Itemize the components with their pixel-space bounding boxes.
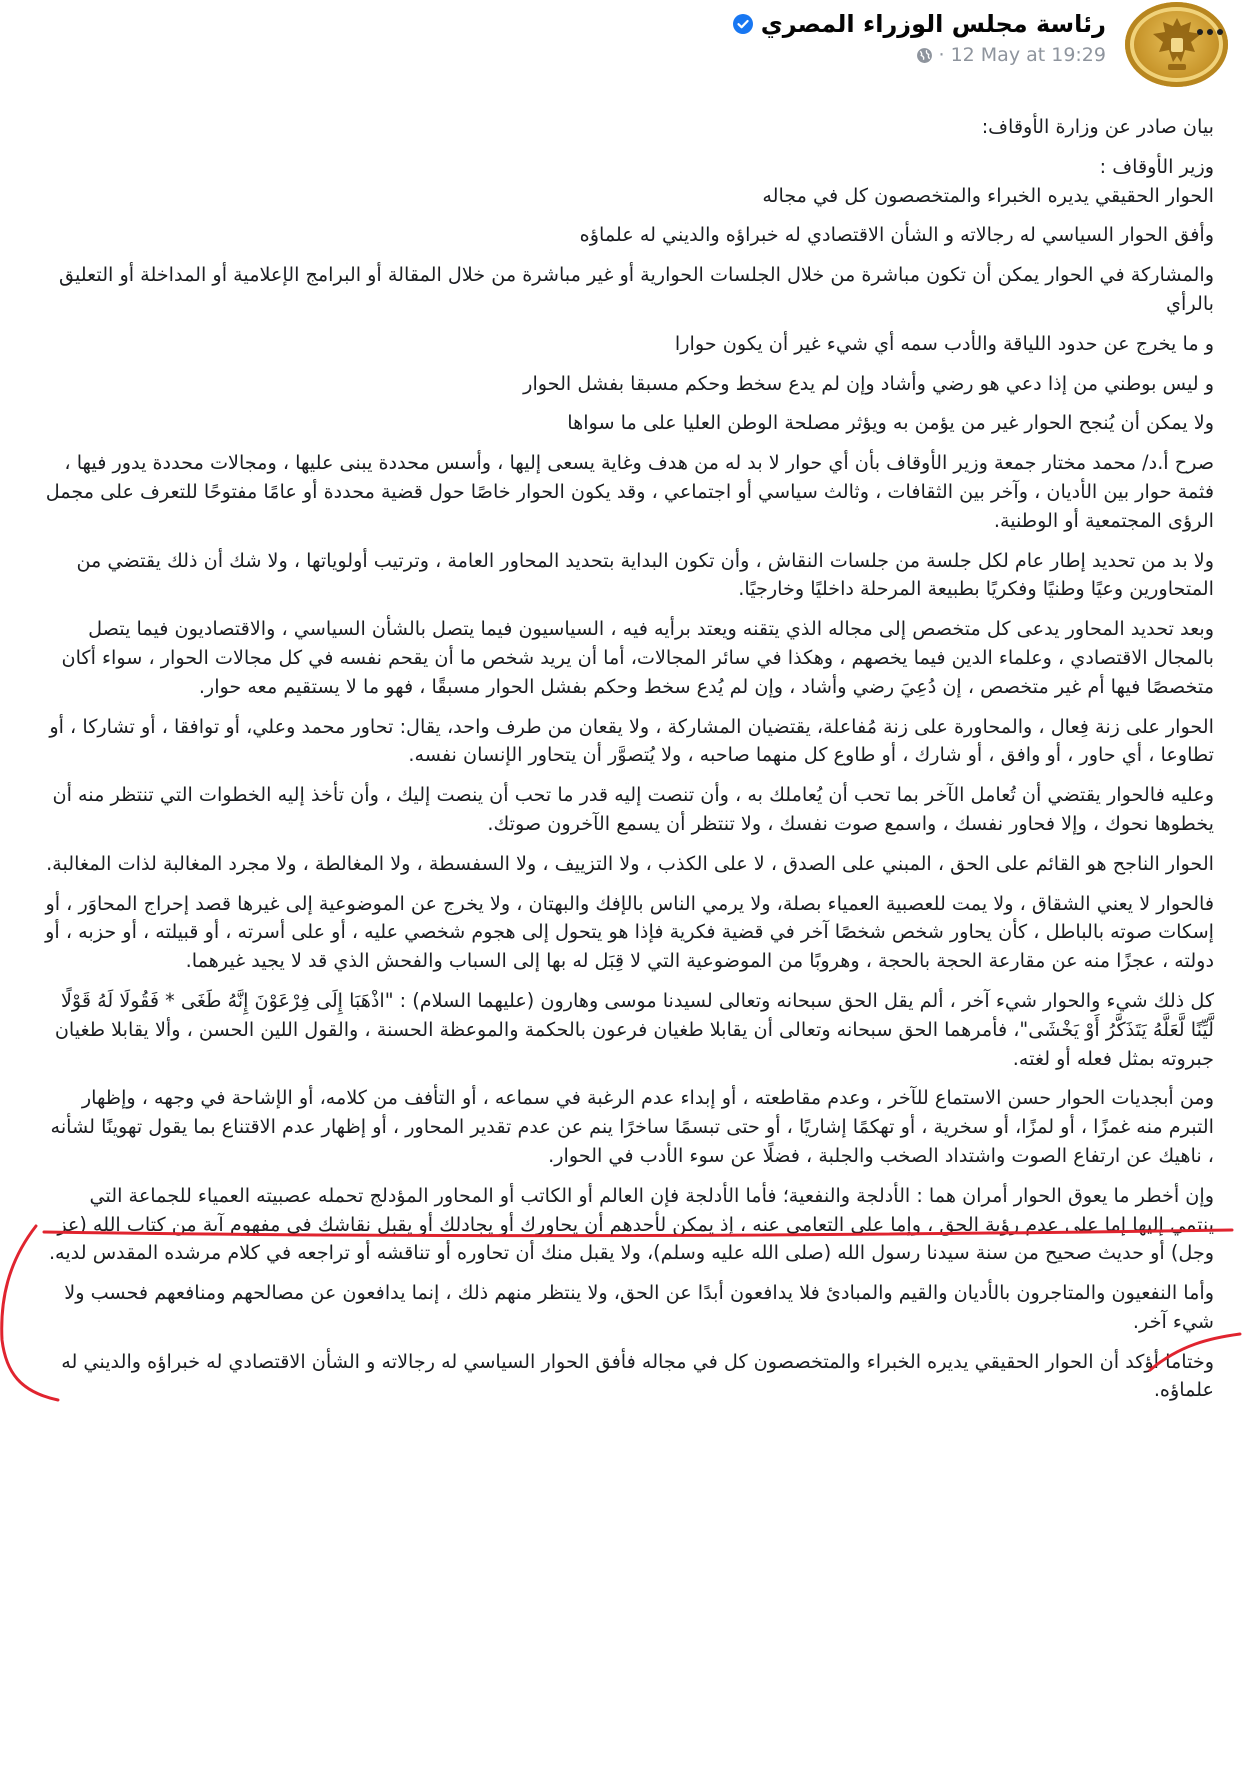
globe-icon [916,47,933,64]
post-paragraph: ولا بد من تحديد إطار عام لكل جلسة من جلسات النقاش ، وأن تكون البداية بتحديد المحاور العامة ، وترتيب أولوياتها ، ولا شك أن ذلك يقتضي من المتحاورين وعيًا وطنيًا وفكريًا بطبيعة المرحلة داخليًا وخارجيًا. [76,548,1214,601]
more-dot-icon [1217,29,1223,35]
post-paragraph: وأما النفعيون والمتاجرون بالأديان والقيم والمبادئ فلا يدافعون أبدًا عن الحق، ولا ينتظر منهم ذلك ، إنما يدافعون عن مصالحهم ومنافعهم فحسب ولا شيء آخر. [64,1281,1214,1333]
page-name[interactable]: رئاسة مجلس الوزراء المصري [760,10,1106,38]
post-meta [916,44,1106,66]
post-paragraph: الحوار الناجح هو القائم على الحق ، المبني على الصدق ، لا على الكذب ، ولا التزييف ، ولا السفسطة ، ولا المغالطة ، ولا مجرد المغالبة لذات المغالبة. [46,851,1214,875]
post-paragraph-highlighted: كل ذلك شيء والحوار شيء آخر ، ألم يقل الحق سبحانه وتعالى لسيدنا موسى وهارون (عليهما السلام) : "اذْهَبَا إِلَى فِرْعَوْنَ إِنَّهُ طَغَى * فَقُولَا لَهُ قَوْلًا لَّيِّنًا لَّعَلَّهُ يَتَذَكَّرُ أَوْ يَخْشَى"، فأمرهما الحق سبحانه وتعالى أن يقابلا طغيان فرعون بالحكمة والموعظة الحسنة ، والقول اللين الحسن ، وألا يقابلا طغيان جبروته بمثل فعله أو لغته. [54,988,1214,1070]
post-paragraph: وإن أخطر ما يعوق الحوار أمران هما : الأدلجة والنفعية؛ فأما الأدلجة فإن العالم أو الكاتب أو المحاور المؤدلج تحمله عصبيته العمياء للجماعة التي ينتمي إليها إما على عدم رؤية الحق ، وإما على التعامي عنه ، إذ يمكن لأحدهم أن يحاورك أو يجادلك أو يقبل نقاشك في مفهوم آية من كتاب الله (عز وجل) أو حديث صحيح من سنة سيدنا رسول الله (صلى الله عليه وسلم)، ولا يقبل منك أن تحاوره أو تناقشه أو تراجعه في كلام مرشده المقدس لديه. [48,1183,1214,1265]
meta-separator: · [938,44,945,66]
post-paragraph: والمشاركة في الحوار يمكن أن تكون مباشرة من خلال الجلسات الحوارية أو غير مباشرة من خلال المقالة أو البرامج الإعلامية أو المداخلة أو التعليق بالرأي [59,263,1214,315]
more-dot-icon [1197,29,1203,35]
more-options-button[interactable] [1190,12,1230,52]
post-paragraph: وختاما أؤكد أن الحوار الحقيقي يديره الخبراء والمتخصصون كل في مجاله فأفق الحوار السياسي له رجالاته و الشأن الاقتصادي له خبراؤه والديني له علماؤه. [61,1349,1214,1402]
post-paragraph: فالحوار لا يعني الشقاق ، ولا يمت للعصبية العمياء بصلة، ولا يرمي الناس بالإفك والبهتان ، ولا يخرج عن الموضوعية إلى غيرها قصد إحراج المحاوَر ، أو إسكات صوته بالباطل ، كأن يحاور شخص شخصًا آخر في قضية فكرية فإذا هو يتحول إلى هجوم شخصي عليه ، أو على أسرته ، أو قبيلته ، أو حزبه ، أو دولته ، عجزًا منه عن مقارعة الحجة بالحجة ، وهروبًا من الموضوعية التي لا قِبَل له بها إلى السباب والفحش الذي قد لا يجيد غيرهما. [45,891,1214,973]
timestamp[interactable]: 12 May at 19:29 [950,44,1106,66]
post-header [0,0,1242,90]
post-paragraph: و ليس بوطني من إذا دعي هو رضي وأشاد وإن لم يدع سخط وحكم مسبقا بفشل الحوار [523,371,1214,395]
post-paragraph: الحوار على زنة فِعال ، والمحاورة على زنة مُفاعلة، يقتضيان المشاركة ، ولا يقعان من طرف واحد، يقال: تحاور محمد وعلي، أو توافقا ، أو تشاركا ، أو تطاوعا ، أي حاور ، أو وافق ، أو شارك ، أو طاوع كل منهما صاحبه ، ولا يُتصوَّر أن يتحاور الإنسان نفسه. [49,714,1214,767]
post-body [40,113,1214,1416]
post-paragraph: وبعد تحديد المحاور يدعى كل متخصص إلى مجاله الذي يتقنه ويعتد برأيه فيه ، السياسيون فيما يتصل بالشأن السياسي ، والاقتصاديون فيما يتصل بالمجال الاقتصادي ، وعلماء الدين فيما يخصهم ، وهكذا في سائر المجالات، أما أن يريد شخص ما أن يقحم نفسه في كل مجالات الحوار ، سواء أكان متخصصًا فيها أم غير متخصص ، إن دُعِيَ رضي وأشاد ، وإن لم يُدع سخط وحكم بفشل الحوار مسبقًا ، فهو ما لا يستقيم معه حوار. [61,617,1214,698]
verified-badge-icon [733,14,753,34]
post-paragraph: الحوار الحقيقي يديره الخبراء والمتخصصون كل في مجاله [762,183,1214,207]
post-paragraph: و ما يخرج عن حدود اللياقة والأدب سمه أي شيء غير أن يكون حوارا [674,331,1214,355]
more-dot-icon [1207,29,1213,35]
post-paragraph: ولا يمكن أن يُنجح الحوار غير من يؤمن به ويؤثر مصلحة الوطن العليا على ما سواها [567,411,1214,435]
post-paragraph: وزير الأوقاف : [1099,154,1214,178]
post-paragraph: ومن أبجديات الحوار حسن الاستماع للآخر ، وعدم مقاطعته ، أو إبداء عدم الرغبة في سماعه ، أو التأفف من كلامه، أو الإشاحة في وجهه ، وإظهار التبرم منه غمزًا ، أو لمزًا، أو سخرية ، أو تهكمًا إشاريًا ، أو حتى تبسمًا ساخرًا ينم عن عدم تقدير المحاور ، أو إظهار عدم الاقتناع بما يقول تهوينًا لشأنه ، ناهيك عن ارتفاع الصوت واشتداد الصخب والجلبة ، فضلًا عن سوء الأدب في الحوار. [50,1086,1214,1167]
post-paragraph: وأفق الحوار السياسي له رجالاته و الشأن الاقتصادي له خبراؤه والديني له علماؤه [579,223,1214,247]
post-paragraph: وعليه فالحوار يقتضي أن تُعامل الآخر بما تحب أن يُعاملك به ، وأن تنصت إليه قدر ما تحب أن ينصت إليك ، وأن تأخذ إليه الخطوات التي تنتظر منه أن يخطوها نحوك ، وإلا فحاور نفسك ، واسمع صوت نفسك ، ولا تنتظر أن يسمع الآخرون صوتك. [52,783,1214,835]
post-paragraph: بيان صادر عن وزارة الأوقاف: [981,115,1214,138]
page-name-row [733,10,1106,38]
post-paragraph: صرح أ.د/ محمد مختار جمعة وزير الأوقاف بأن أي حوار لا بد له من هدف وغاية يسعى إليها ، وأسس محددة يبنى عليها ، ومجالات محددة يدور فيها ، فثمة حوار بين الأديان ، وآخر بين الثقافات ، وثالث سياسي أو اجتماعي ، وقد يكون الحوار خاصًا حول قضية محددة أو عامًا مفتوحًا للتعرف على مجمل الرؤى المجتمعية أو الوطنية. [45,451,1214,532]
